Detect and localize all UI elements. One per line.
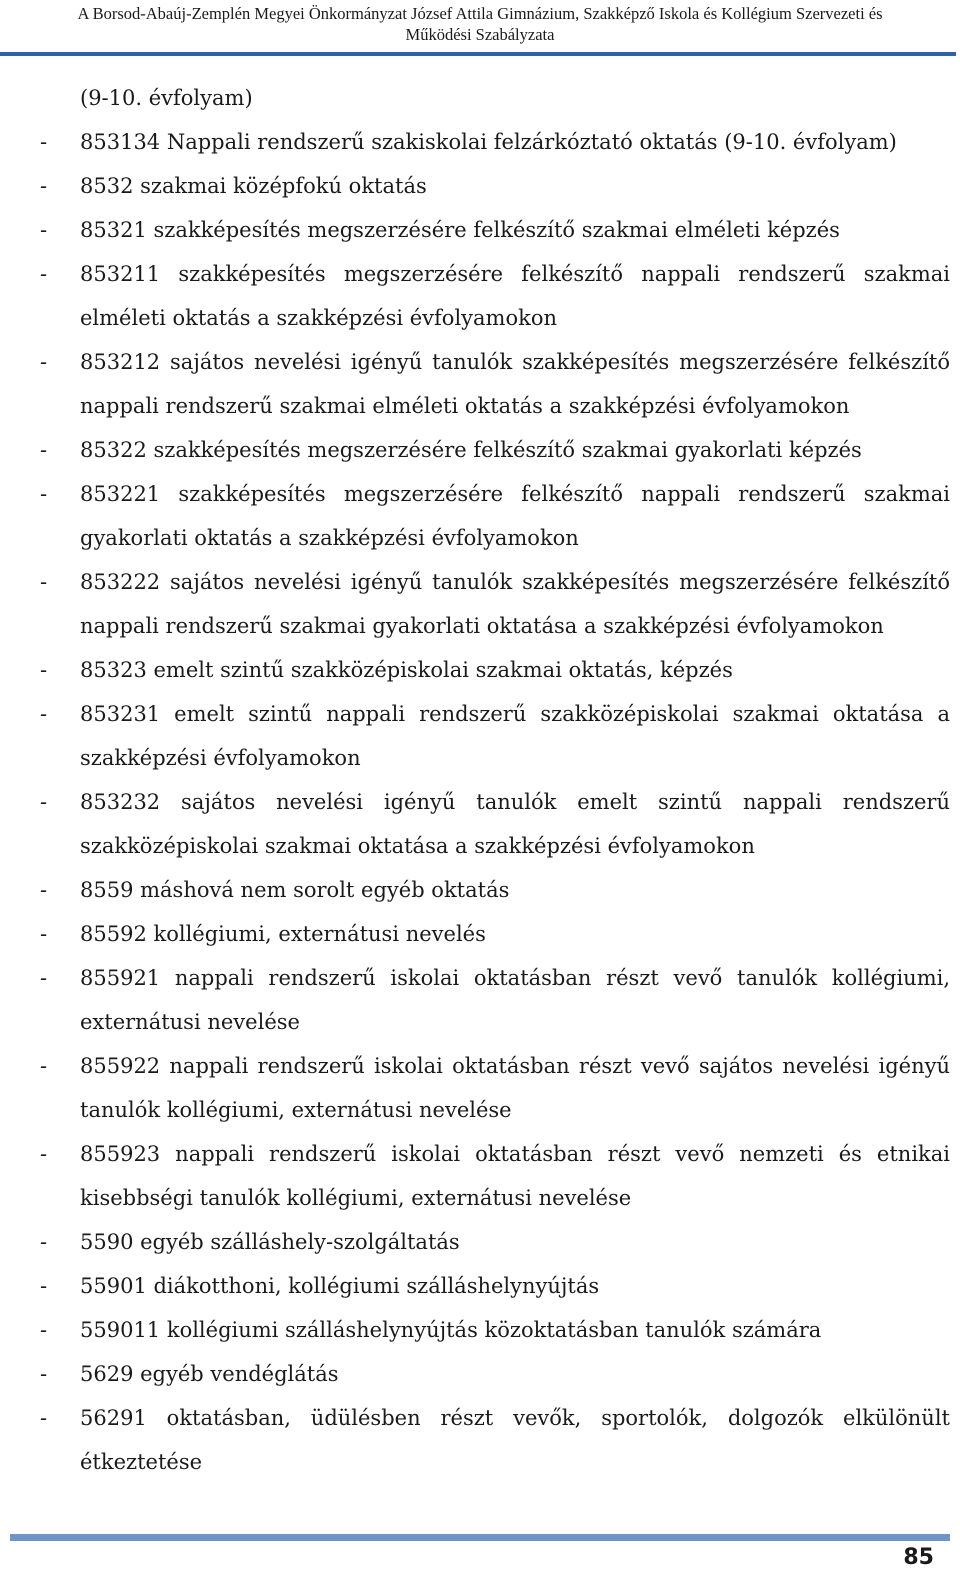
list-item-text: 855921 nappali rendszerű iskolai oktatásban részt vevő tanulók kollégiumi, externátusi nevelése xyxy=(80,966,950,1034)
list-item xyxy=(40,912,950,956)
list-item-text: 559011 kollégiumi szálláshelynyújtás közoktatásban tanulók számára xyxy=(80,1318,822,1342)
list-item-text: 55901 diákotthoni, kollégiumi szálláshelynyújtás xyxy=(80,1274,600,1298)
list-bullet-dash: - xyxy=(40,922,48,946)
list-bullet-dash: - xyxy=(40,1274,48,1298)
list-item xyxy=(40,1132,950,1220)
header-title-line-1: A Borsod-Abaúj-Zemplén Megyei Önkormányzat József Attila Gimnázium, Szakképző Iskola és Kollégium Szervezeti és xyxy=(77,4,883,23)
list-item xyxy=(40,956,950,1044)
list-item xyxy=(40,780,950,868)
list-item-text: 8532 szakmai középfokú oktatás xyxy=(80,174,427,198)
list-bullet-dash: - xyxy=(40,438,48,462)
list-item xyxy=(40,120,950,164)
list-item-text: 853221 szakképesítés megszerzésére felkészítő nappali rendszerű szakmai gyakorlati oktatás a szakképzési évfolyamokon xyxy=(80,482,950,550)
list-item xyxy=(40,1264,950,1308)
list-bullet-dash: - xyxy=(40,1230,48,1254)
list-item xyxy=(40,1044,950,1132)
list-item xyxy=(40,208,950,252)
page-number: 85 xyxy=(903,1545,934,1570)
list-item xyxy=(40,692,950,780)
list-item xyxy=(40,1220,950,1264)
list-item-text: 855922 nappali rendszerű iskolai oktatásban részt vevő sajátos nevelési igényű tanulók kollégiumi, externátusi nevelése xyxy=(80,1054,950,1122)
list-item-text: 853212 sajátos nevelési igényű tanulók szakképesítés megszerzésére felkészítő nappali rendszerű szakmai elméleti oktatás a szakképzési évfolyamokon xyxy=(80,350,950,418)
list-bullet-dash: - xyxy=(40,218,48,242)
list-bullet-dash: - xyxy=(40,350,48,374)
list-item-text: 853211 szakképesítés megszerzésére felkészítő nappali rendszerű szakmai elméleti oktatás a szakképzési évfolyamokon xyxy=(80,262,950,330)
list-item xyxy=(40,252,950,340)
list-bullet-dash: - xyxy=(40,174,48,198)
list-item-text: 85323 emelt szintű szakközépiskolai szakmai oktatás, képzés xyxy=(80,658,733,682)
list-item-text: 853232 sajátos nevelési igényű tanulók emelt szintű nappali rendszerű szakközépiskolai szakmai oktatása a szakképzési évfolyamokon xyxy=(80,790,950,858)
header-title-line-2: Működési Szabályzata xyxy=(405,25,555,44)
list-bullet-dash: - xyxy=(40,1406,48,1430)
header-divider xyxy=(0,52,956,56)
list-bullet-dash: - xyxy=(40,966,48,990)
list-item xyxy=(40,560,950,648)
footer-divider xyxy=(10,1534,950,1541)
document-header xyxy=(0,0,960,53)
list-bullet-dash: - xyxy=(40,130,48,154)
list-bullet-dash: - xyxy=(40,1142,48,1166)
list-bullet-dash: - xyxy=(40,658,48,682)
list-bullet-dash: - xyxy=(40,790,48,814)
list-item xyxy=(40,472,950,560)
list-bullet-dash: - xyxy=(40,482,48,506)
list-item xyxy=(40,1308,950,1352)
list-item xyxy=(40,428,950,472)
list-bullet-dash: - xyxy=(40,702,48,726)
list-item-text: 85322 szakképesítés megszerzésére felkészítő szakmai gyakorlati képzés xyxy=(80,438,862,462)
list-item xyxy=(40,648,950,692)
list-item-text: 56291 oktatásban, üdülésben részt vevők, sportolók, dolgozók elkülönült étkeztetése xyxy=(80,1406,950,1474)
list-item-text: 853231 emelt szintű nappali rendszerű szakközépiskolai szakmai oktatása a szakképzési évfolyamokon xyxy=(80,702,950,770)
list-bullet-dash: - xyxy=(40,570,48,594)
list-item xyxy=(40,868,950,912)
list-bullet-dash: - xyxy=(40,1362,48,1386)
list-item-text: 8559 máshová nem sorolt egyéb oktatás xyxy=(80,878,510,902)
list-item-text: 85592 kollégiumi, externátusi nevelés xyxy=(80,922,486,946)
list-bullet-dash: - xyxy=(40,1318,48,1342)
list-item xyxy=(40,1396,950,1484)
list-item-text: 855923 nappali rendszerű iskolai oktatásban részt vevő nemzeti és etnikai kisebbségi tanulók kollégiumi, externátusi nevelése xyxy=(80,1142,950,1210)
list-item-text: 853134 Nappali rendszerű szakiskolai felzárkóztató oktatás (9-10. évfolyam) xyxy=(80,130,897,154)
list-bullet-dash: - xyxy=(40,878,48,902)
list-item-text: 5629 egyéb vendéglátás xyxy=(80,1362,339,1386)
list-bullet-dash: - xyxy=(40,262,48,286)
list-item-text: 5590 egyéb szálláshely-szolgáltatás xyxy=(80,1230,460,1254)
list-item-text: 853222 sajátos nevelési igényű tanulók szakképesítés megszerzésére felkészítő nappali rendszerű szakmai gyakorlati oktatása a szakképzési évfolyamokon xyxy=(80,570,950,638)
list-bullet-dash: - xyxy=(40,1054,48,1078)
list-item-text: 85321 szakképesítés megszerzésére felkészítő szakmai elméleti képzés xyxy=(80,218,840,242)
continuation-line: (9-10. évfolyam) xyxy=(80,86,253,110)
list-item xyxy=(40,164,950,208)
activity-list xyxy=(40,120,950,1484)
list-item xyxy=(40,1352,950,1396)
document-body xyxy=(40,76,950,1484)
list-item xyxy=(40,340,950,428)
